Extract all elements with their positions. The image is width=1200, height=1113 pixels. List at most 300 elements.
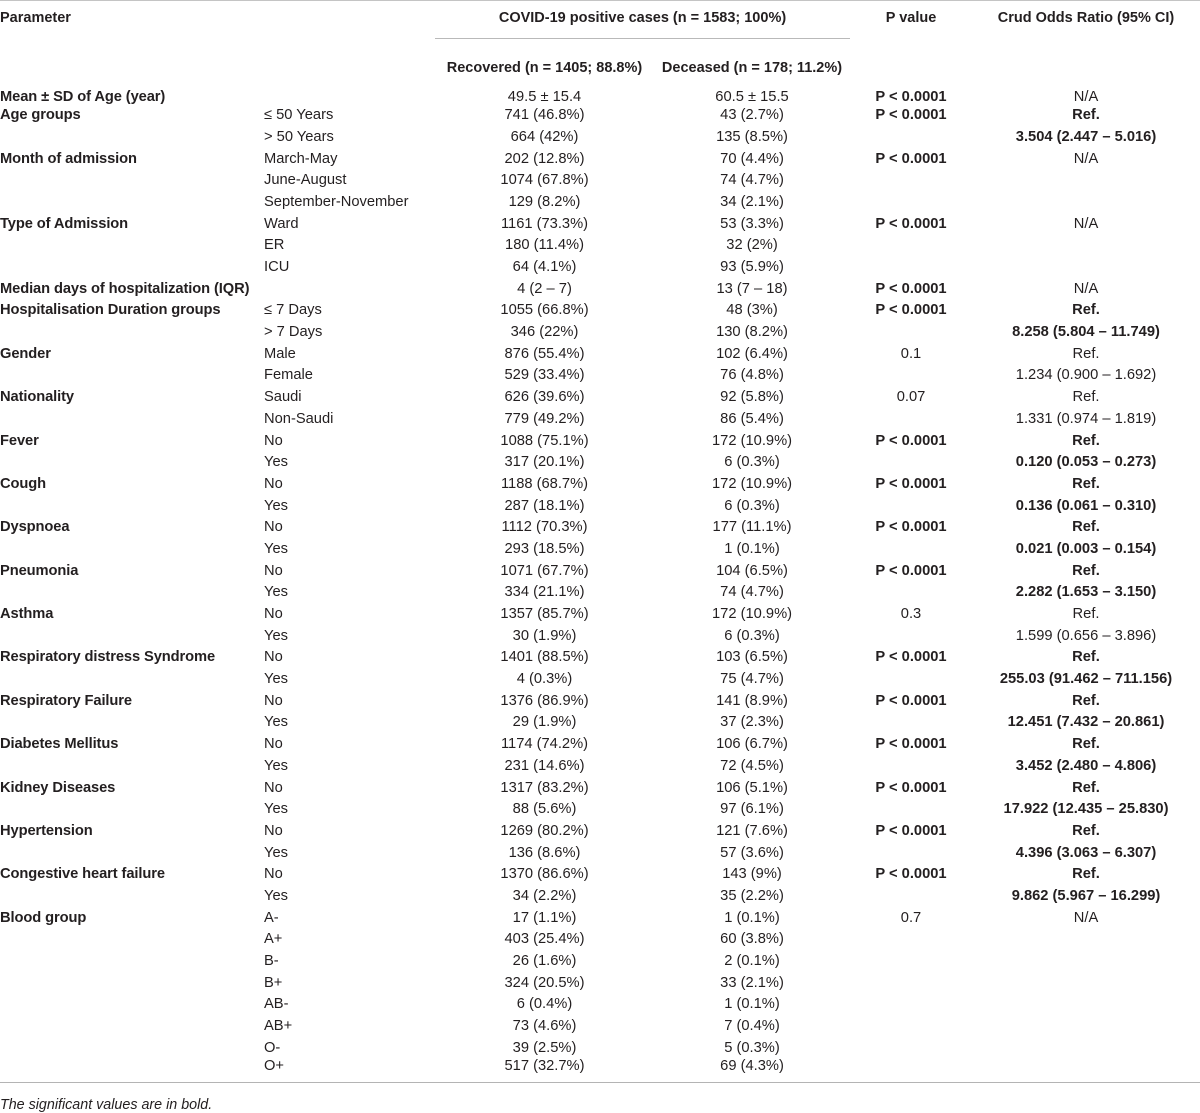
table-row bbox=[0, 625, 1200, 647]
cell-recovered: 180 (11.4%) bbox=[505, 237, 584, 254]
cell-sub: ICU bbox=[264, 259, 290, 275]
cell-deceased: 34 (2.1%) bbox=[720, 193, 784, 210]
table-row bbox=[0, 213, 1200, 235]
cell-p_value: P < 0.0001 bbox=[875, 519, 947, 536]
table-row bbox=[0, 604, 1200, 626]
cell-recovered: 136 (8.6%) bbox=[508, 844, 581, 861]
cell-recovered: 517 (32.7%) bbox=[504, 1057, 585, 1074]
cell-parameter: Congestive heart failure bbox=[0, 866, 165, 883]
cell-sub: Non-Saudi bbox=[264, 410, 334, 427]
cell-parameter bbox=[0, 452, 264, 474]
cell-sub: A- bbox=[264, 909, 279, 926]
cell-recovered: 1161 (73.3%) bbox=[500, 215, 589, 232]
cell-parameter bbox=[0, 1037, 264, 1059]
cell-recovered: 1074 (67.8%) bbox=[500, 172, 589, 189]
cell-parameter: Respiratory Failure bbox=[0, 692, 132, 709]
cell-odds_ratio bbox=[972, 951, 1200, 973]
cell-parameter: Respiratory distress Syndrome bbox=[0, 649, 216, 666]
cell-sub: No bbox=[264, 822, 283, 839]
cell-deceased: 37 (2.3%) bbox=[720, 714, 784, 731]
cell-sub: Yes bbox=[264, 627, 288, 644]
cell-p_value: P < 0.0001 bbox=[875, 107, 947, 124]
cell-sub: O- bbox=[264, 1039, 281, 1056]
cell-recovered: 324 (20.5%) bbox=[504, 974, 585, 991]
table-body bbox=[0, 82, 1200, 1082]
cell-odds_ratio bbox=[972, 972, 1200, 994]
cell-p_value bbox=[850, 799, 972, 821]
cell-recovered: 403 (25.4%) bbox=[504, 931, 585, 948]
table-row bbox=[0, 278, 1200, 300]
cell-parameter bbox=[0, 257, 264, 279]
table-row bbox=[0, 235, 1200, 257]
cell-p_value bbox=[850, 495, 972, 517]
cell-odds_ratio bbox=[972, 994, 1200, 1016]
cell-p_value: P < 0.0001 bbox=[875, 432, 947, 449]
table-row bbox=[0, 257, 1200, 279]
cell-parameter bbox=[0, 235, 264, 257]
cell-deceased: 86 (5.4%) bbox=[720, 410, 784, 427]
table-row bbox=[0, 387, 1200, 409]
cell-p_value: 0.3 bbox=[900, 606, 922, 622]
cell-deceased: 74 (4.7%) bbox=[720, 584, 784, 601]
cell-recovered: 1269 (80.2%) bbox=[500, 822, 589, 839]
cell-p_value: P < 0.0001 bbox=[875, 150, 947, 167]
cell-parameter bbox=[0, 755, 264, 777]
cell-deceased: 141 (8.9%) bbox=[716, 692, 788, 709]
column-header-deceased: Deceased (n = 178; 11.2%) bbox=[661, 60, 843, 76]
cell-parameter: Asthma bbox=[0, 606, 54, 622]
table-row bbox=[0, 191, 1200, 213]
cell-p_value: 0.1 bbox=[900, 345, 922, 362]
header-row-main bbox=[0, 1, 1200, 31]
cell-recovered: 1376 (86.9%) bbox=[500, 692, 589, 709]
cell-sub: Saudi bbox=[264, 389, 302, 406]
cell-sub bbox=[264, 278, 435, 300]
cell-deceased: 102 (6.4%) bbox=[716, 345, 788, 362]
cell-recovered: 6 (0.4%) bbox=[516, 996, 573, 1013]
cell-sub: Yes bbox=[264, 844, 288, 861]
cell-odds_ratio: Ref. bbox=[1072, 519, 1100, 536]
cell-p_value bbox=[850, 929, 972, 951]
table-row bbox=[0, 408, 1200, 430]
cell-deceased: 106 (5.1%) bbox=[716, 779, 788, 796]
cell-recovered: 129 (8.2%) bbox=[508, 193, 581, 210]
cell-recovered: 1188 (68.7%) bbox=[500, 475, 589, 492]
cell-parameter: Hypertension bbox=[0, 822, 93, 839]
covid-outcomes-table bbox=[0, 1, 1200, 1082]
cell-p_value bbox=[850, 538, 972, 560]
cell-parameter bbox=[0, 994, 264, 1016]
cell-sub: A+ bbox=[264, 931, 283, 948]
cell-deceased: 1 (0.1%) bbox=[724, 540, 780, 557]
cell-sub: ≤ 50 Years bbox=[264, 107, 334, 124]
cell-p_value bbox=[850, 126, 972, 148]
cell-deceased: 143 (9%) bbox=[722, 866, 782, 883]
cell-sub: Female bbox=[264, 367, 313, 384]
cell-deceased: 60 (3.8%) bbox=[720, 931, 784, 948]
cell-deceased: 6 (0.3%) bbox=[724, 454, 780, 471]
cell-p_value bbox=[850, 951, 972, 973]
cell-deceased: 172 (10.9%) bbox=[712, 432, 793, 449]
cell-deceased: 130 (8.2%) bbox=[716, 324, 788, 341]
table-row bbox=[0, 105, 1200, 127]
cell-sub: Yes bbox=[264, 540, 288, 557]
cell-odds_ratio: 1.331 (0.974 – 1.819) bbox=[1015, 410, 1157, 427]
cell-odds_ratio: 0.021 (0.003 – 0.154) bbox=[1015, 540, 1157, 557]
cell-odds_ratio: Ref. bbox=[1072, 475, 1100, 492]
cell-recovered: 49.5 ± 15.4 bbox=[507, 89, 582, 105]
cell-recovered: 88 (5.6%) bbox=[512, 801, 577, 818]
cell-parameter: Mean ± SD of Age (year) bbox=[0, 89, 166, 105]
cell-odds_ratio: 4.396 (3.063 – 6.307) bbox=[1015, 844, 1157, 861]
cell-deceased: 172 (10.9%) bbox=[712, 606, 793, 622]
cell-odds_ratio bbox=[972, 1016, 1200, 1038]
cell-p_value: P < 0.0001 bbox=[875, 475, 947, 492]
header-group-rule-row bbox=[0, 31, 1200, 42]
cell-p_value bbox=[850, 755, 972, 777]
table-row bbox=[0, 560, 1200, 582]
cell-parameter bbox=[0, 929, 264, 951]
cell-recovered: 1088 (75.1%) bbox=[500, 432, 589, 449]
cell-deceased: 93 (5.9%) bbox=[720, 259, 784, 275]
cell-odds_ratio: 3.452 (2.480 – 4.806) bbox=[1015, 757, 1157, 774]
column-header-odds-ratio: Crud Odds Ratio (95% CI) bbox=[997, 10, 1175, 26]
cell-deceased: 103 (6.5%) bbox=[716, 649, 788, 666]
cell-parameter: Month of admission bbox=[0, 150, 137, 167]
cell-odds_ratio: 12.451 (7.432 – 20.861) bbox=[1007, 714, 1165, 731]
cell-sub: B- bbox=[264, 953, 279, 969]
table-row bbox=[0, 452, 1200, 474]
cell-sub: Yes bbox=[264, 497, 288, 514]
cell-recovered: 29 (1.9%) bbox=[512, 714, 577, 731]
cell-parameter bbox=[0, 1016, 264, 1038]
cell-deceased: 1 (0.1%) bbox=[724, 909, 780, 926]
table-row bbox=[0, 669, 1200, 691]
cell-odds_ratio: Ref. bbox=[1072, 345, 1100, 362]
cell-sub bbox=[264, 82, 435, 105]
cell-recovered: 4 (0.3%) bbox=[516, 671, 573, 688]
cell-sub: Yes bbox=[264, 887, 288, 904]
cell-deceased: 5 (0.3%) bbox=[724, 1039, 780, 1056]
table-row bbox=[0, 885, 1200, 907]
cell-sub: ER bbox=[264, 237, 285, 254]
cell-recovered: 876 (55.4%) bbox=[504, 345, 585, 362]
table-row bbox=[0, 495, 1200, 517]
cell-deceased: 106 (6.7%) bbox=[716, 736, 788, 753]
table-row bbox=[0, 1016, 1200, 1038]
cell-deceased: 6 (0.3%) bbox=[724, 627, 780, 644]
cell-recovered: 26 (1.6%) bbox=[512, 953, 577, 969]
cell-recovered: 39 (2.5%) bbox=[512, 1039, 577, 1056]
cell-recovered: 334 (21.1%) bbox=[504, 584, 585, 601]
cell-deceased: 70 (4.4%) bbox=[720, 150, 784, 167]
cell-p_value: P < 0.0001 bbox=[875, 736, 947, 753]
cell-recovered: 30 (1.9%) bbox=[512, 627, 577, 644]
table-row bbox=[0, 755, 1200, 777]
cell-p_value bbox=[850, 365, 972, 387]
cell-sub: March-May bbox=[264, 150, 338, 167]
cell-parameter: Diabetes Mellitus bbox=[0, 736, 119, 753]
cell-sub: Yes bbox=[264, 584, 288, 601]
cell-p_value bbox=[850, 257, 972, 279]
cell-deceased: 104 (6.5%) bbox=[716, 562, 788, 579]
cell-odds_ratio: N/A bbox=[1073, 215, 1099, 232]
cell-sub: B+ bbox=[264, 974, 283, 991]
cell-parameter bbox=[0, 322, 264, 344]
table-row bbox=[0, 907, 1200, 929]
cell-odds_ratio: N/A bbox=[1073, 909, 1099, 926]
cell-deceased: 135 (8.5%) bbox=[716, 128, 788, 145]
cell-p_value: P < 0.0001 bbox=[875, 562, 947, 579]
table-row bbox=[0, 864, 1200, 886]
cell-parameter: Type of Admission bbox=[0, 215, 129, 232]
table-row bbox=[0, 170, 1200, 192]
cell-sub: No bbox=[264, 519, 283, 536]
cell-odds_ratio: 3.504 (2.447 – 5.016) bbox=[1015, 128, 1157, 145]
cell-parameter bbox=[0, 951, 264, 973]
cell-sub: No bbox=[264, 649, 283, 666]
cell-sub: No bbox=[264, 432, 283, 449]
cell-odds_ratio bbox=[972, 929, 1200, 951]
cell-sub: Yes bbox=[264, 671, 288, 688]
cell-recovered: 73 (4.6%) bbox=[512, 1018, 577, 1035]
cell-p_value bbox=[850, 625, 972, 647]
cell-p_value: P < 0.0001 bbox=[875, 649, 947, 666]
cell-p_value: 0.07 bbox=[896, 389, 926, 406]
cell-recovered: 1071 (67.7%) bbox=[500, 562, 589, 579]
table-row bbox=[0, 430, 1200, 452]
cell-odds_ratio: Ref. bbox=[1072, 606, 1100, 622]
cell-parameter: Fever bbox=[0, 432, 39, 449]
cell-sub: Yes bbox=[264, 801, 288, 818]
cell-recovered: 1370 (86.6%) bbox=[500, 866, 589, 883]
cell-deceased: 60.5 ± 15.5 bbox=[715, 89, 789, 105]
cell-deceased: 72 (4.5%) bbox=[720, 757, 784, 774]
cell-sub: September-November bbox=[264, 193, 409, 210]
cell-parameter: Age groups bbox=[0, 107, 81, 124]
cell-recovered: 1112 (70.3%) bbox=[501, 519, 588, 536]
cell-recovered: 529 (33.4%) bbox=[504, 367, 585, 384]
table-row bbox=[0, 322, 1200, 344]
cell-sub: Yes bbox=[264, 714, 288, 731]
cell-recovered: 1357 (85.7%) bbox=[500, 606, 589, 622]
cell-recovered: 293 (18.5%) bbox=[504, 540, 585, 557]
table-row bbox=[0, 820, 1200, 842]
cell-p_value: P < 0.0001 bbox=[875, 302, 947, 319]
cell-p_value bbox=[850, 322, 972, 344]
cell-parameter: Gender bbox=[0, 345, 51, 362]
cell-sub: No bbox=[264, 736, 283, 753]
cell-parameter bbox=[0, 799, 264, 821]
cell-odds_ratio: Ref. bbox=[1072, 779, 1100, 796]
cell-deceased: 43 (2.7%) bbox=[720, 107, 784, 124]
cell-odds_ratio: N/A bbox=[1073, 89, 1099, 105]
cell-odds_ratio bbox=[972, 170, 1200, 192]
cell-sub: Ward bbox=[264, 215, 299, 232]
table-row bbox=[0, 343, 1200, 365]
table-head bbox=[0, 1, 1200, 82]
cell-p_value: P < 0.0001 bbox=[875, 779, 947, 796]
cell-sub: > 7 Days bbox=[264, 324, 323, 341]
cell-parameter bbox=[0, 365, 264, 387]
table-row bbox=[0, 690, 1200, 712]
cell-deceased: 13 (7 – 18) bbox=[716, 280, 788, 297]
cell-odds_ratio: Ref. bbox=[1072, 866, 1100, 883]
cell-deceased: 74 (4.7%) bbox=[720, 172, 784, 189]
cell-parameter bbox=[0, 669, 264, 691]
cell-recovered: 1401 (88.5%) bbox=[500, 649, 589, 666]
cell-odds_ratio: 17.922 (12.435 – 25.830) bbox=[1003, 801, 1169, 818]
cell-parameter bbox=[0, 842, 264, 864]
table-row bbox=[0, 734, 1200, 756]
cell-recovered: 664 (42%) bbox=[510, 128, 579, 145]
table-row bbox=[0, 929, 1200, 951]
cell-parameter bbox=[0, 885, 264, 907]
cell-parameter bbox=[0, 126, 264, 148]
cell-parameter bbox=[0, 972, 264, 994]
cell-deceased: 7 (0.4%) bbox=[724, 1018, 780, 1035]
table-row bbox=[0, 148, 1200, 170]
cell-parameter bbox=[0, 191, 264, 213]
cell-recovered: 17 (1.1%) bbox=[512, 909, 577, 926]
cell-deceased: 69 (4.3%) bbox=[720, 1057, 784, 1074]
cell-parameter bbox=[0, 538, 264, 560]
table-row bbox=[0, 647, 1200, 669]
cell-sub: > 50 Years bbox=[264, 128, 334, 145]
column-header-covid-cases: COVID-19 positive cases (n = 1583; 100%) bbox=[498, 10, 787, 26]
cell-p_value bbox=[850, 191, 972, 213]
cell-sub: No bbox=[264, 475, 283, 492]
cell-deceased: 53 (3.3%) bbox=[720, 215, 784, 232]
table-row bbox=[0, 1059, 1200, 1082]
table-row bbox=[0, 300, 1200, 322]
cell-sub: No bbox=[264, 562, 283, 579]
cell-parameter bbox=[0, 408, 264, 430]
cell-deceased: 48 (3%) bbox=[726, 302, 778, 319]
header-row-sub bbox=[0, 42, 1200, 82]
cell-recovered: 741 (46.8%) bbox=[504, 107, 585, 124]
cell-odds_ratio: 1.234 (0.900 – 1.692) bbox=[1015, 367, 1157, 384]
cell-odds_ratio: Ref. bbox=[1072, 107, 1100, 124]
cell-odds_ratio: 9.862 (5.967 – 16.299) bbox=[1011, 887, 1161, 904]
cell-odds_ratio: Ref. bbox=[1072, 736, 1100, 753]
cell-p_value: P < 0.0001 bbox=[875, 89, 947, 105]
cell-deceased: 1 (0.1%) bbox=[724, 996, 780, 1013]
cell-odds_ratio: 8.258 (5.804 – 11.749) bbox=[1012, 324, 1160, 341]
column-header-recovered: Recovered (n = 1405; 88.8%) bbox=[446, 60, 643, 76]
cell-odds_ratio: 0.120 (0.053 – 0.273) bbox=[1015, 454, 1157, 471]
cell-sub: AB- bbox=[264, 996, 289, 1013]
cell-odds_ratio: Ref. bbox=[1072, 649, 1100, 666]
cell-sub: O+ bbox=[264, 1057, 285, 1074]
table-row bbox=[0, 82, 1200, 105]
cell-odds_ratio: Ref. bbox=[1072, 562, 1100, 579]
cell-sub: Yes bbox=[264, 757, 288, 774]
cell-p_value bbox=[850, 408, 972, 430]
cell-recovered: 346 (22%) bbox=[510, 324, 579, 341]
cell-odds_ratio bbox=[972, 191, 1200, 213]
cell-sub: No bbox=[264, 692, 283, 709]
cell-odds_ratio: Ref. bbox=[1072, 389, 1100, 406]
cell-sub: No bbox=[264, 779, 283, 796]
table-row bbox=[0, 799, 1200, 821]
cell-deceased: 75 (4.7%) bbox=[720, 671, 784, 688]
cell-p_value bbox=[850, 669, 972, 691]
cell-parameter bbox=[0, 1059, 264, 1082]
cell-deceased: 35 (2.2%) bbox=[720, 887, 784, 904]
cell-odds_ratio: N/A bbox=[1073, 150, 1099, 167]
cell-p_value bbox=[850, 1059, 972, 1082]
cell-parameter bbox=[0, 495, 264, 517]
cell-p_value bbox=[850, 452, 972, 474]
table-row bbox=[0, 517, 1200, 539]
cell-recovered: 779 (49.2%) bbox=[504, 410, 585, 427]
cell-recovered: 626 (39.6%) bbox=[504, 389, 585, 406]
table-row bbox=[0, 951, 1200, 973]
cell-recovered: 231 (14.6%) bbox=[504, 757, 585, 774]
cell-parameter: Blood group bbox=[0, 909, 87, 926]
cell-p_value: P < 0.0001 bbox=[875, 866, 947, 883]
cell-deceased: 57 (3.6%) bbox=[720, 844, 784, 861]
cell-parameter bbox=[0, 625, 264, 647]
cell-odds_ratio bbox=[972, 235, 1200, 257]
table-row bbox=[0, 777, 1200, 799]
cell-odds_ratio: Ref. bbox=[1072, 692, 1100, 709]
cell-recovered: 1055 (66.8%) bbox=[500, 302, 589, 319]
cell-sub: Yes bbox=[264, 454, 288, 471]
table-row bbox=[0, 842, 1200, 864]
cell-parameter: Nationality bbox=[0, 389, 74, 406]
cell-recovered: 317 (20.1%) bbox=[504, 454, 585, 471]
cell-p_value: P < 0.0001 bbox=[875, 692, 947, 709]
cell-parameter: Cough bbox=[0, 475, 46, 492]
table-row bbox=[0, 712, 1200, 734]
cell-p_value bbox=[850, 972, 972, 994]
cell-deceased: 33 (2.1%) bbox=[720, 974, 784, 991]
cell-odds_ratio: Ref. bbox=[1072, 302, 1100, 319]
cell-p_value bbox=[850, 582, 972, 604]
cell-deceased: 97 (6.1%) bbox=[720, 801, 784, 818]
column-header-parameter: Parameter bbox=[0, 10, 71, 26]
cell-p_value bbox=[850, 885, 972, 907]
cell-parameter: Dyspnoea bbox=[0, 519, 70, 536]
cell-parameter bbox=[0, 712, 264, 734]
cell-sub: Male bbox=[264, 345, 296, 362]
cell-parameter: Pneumonia bbox=[0, 562, 79, 579]
cell-recovered: 1174 (74.2%) bbox=[500, 736, 589, 753]
cell-odds_ratio: 2.282 (1.653 – 3.150) bbox=[1015, 584, 1157, 601]
cell-odds_ratio: Ref. bbox=[1072, 432, 1100, 449]
cell-sub: No bbox=[264, 866, 283, 883]
cell-odds_ratio bbox=[972, 257, 1200, 279]
cell-p_value: P < 0.0001 bbox=[875, 215, 947, 232]
cell-p_value bbox=[850, 1016, 972, 1038]
table-row bbox=[0, 972, 1200, 994]
table-footnote: The significant values are in bold. bbox=[0, 1096, 213, 1113]
cell-deceased: 76 (4.8%) bbox=[720, 367, 784, 384]
table-row bbox=[0, 582, 1200, 604]
cell-recovered: 64 (4.1%) bbox=[512, 259, 577, 275]
cell-p_value bbox=[850, 712, 972, 734]
cell-recovered: 1317 (83.2%) bbox=[500, 779, 589, 796]
cell-p_value bbox=[850, 842, 972, 864]
cell-odds_ratio: 1.599 (0.656 – 3.896) bbox=[1015, 627, 1157, 644]
cell-deceased: 32 (2%) bbox=[726, 237, 778, 254]
cell-sub: No bbox=[264, 606, 283, 622]
cell-p_value bbox=[850, 170, 972, 192]
table-row bbox=[0, 1037, 1200, 1059]
cell-odds_ratio: 0.136 (0.061 – 0.310) bbox=[1015, 497, 1157, 514]
